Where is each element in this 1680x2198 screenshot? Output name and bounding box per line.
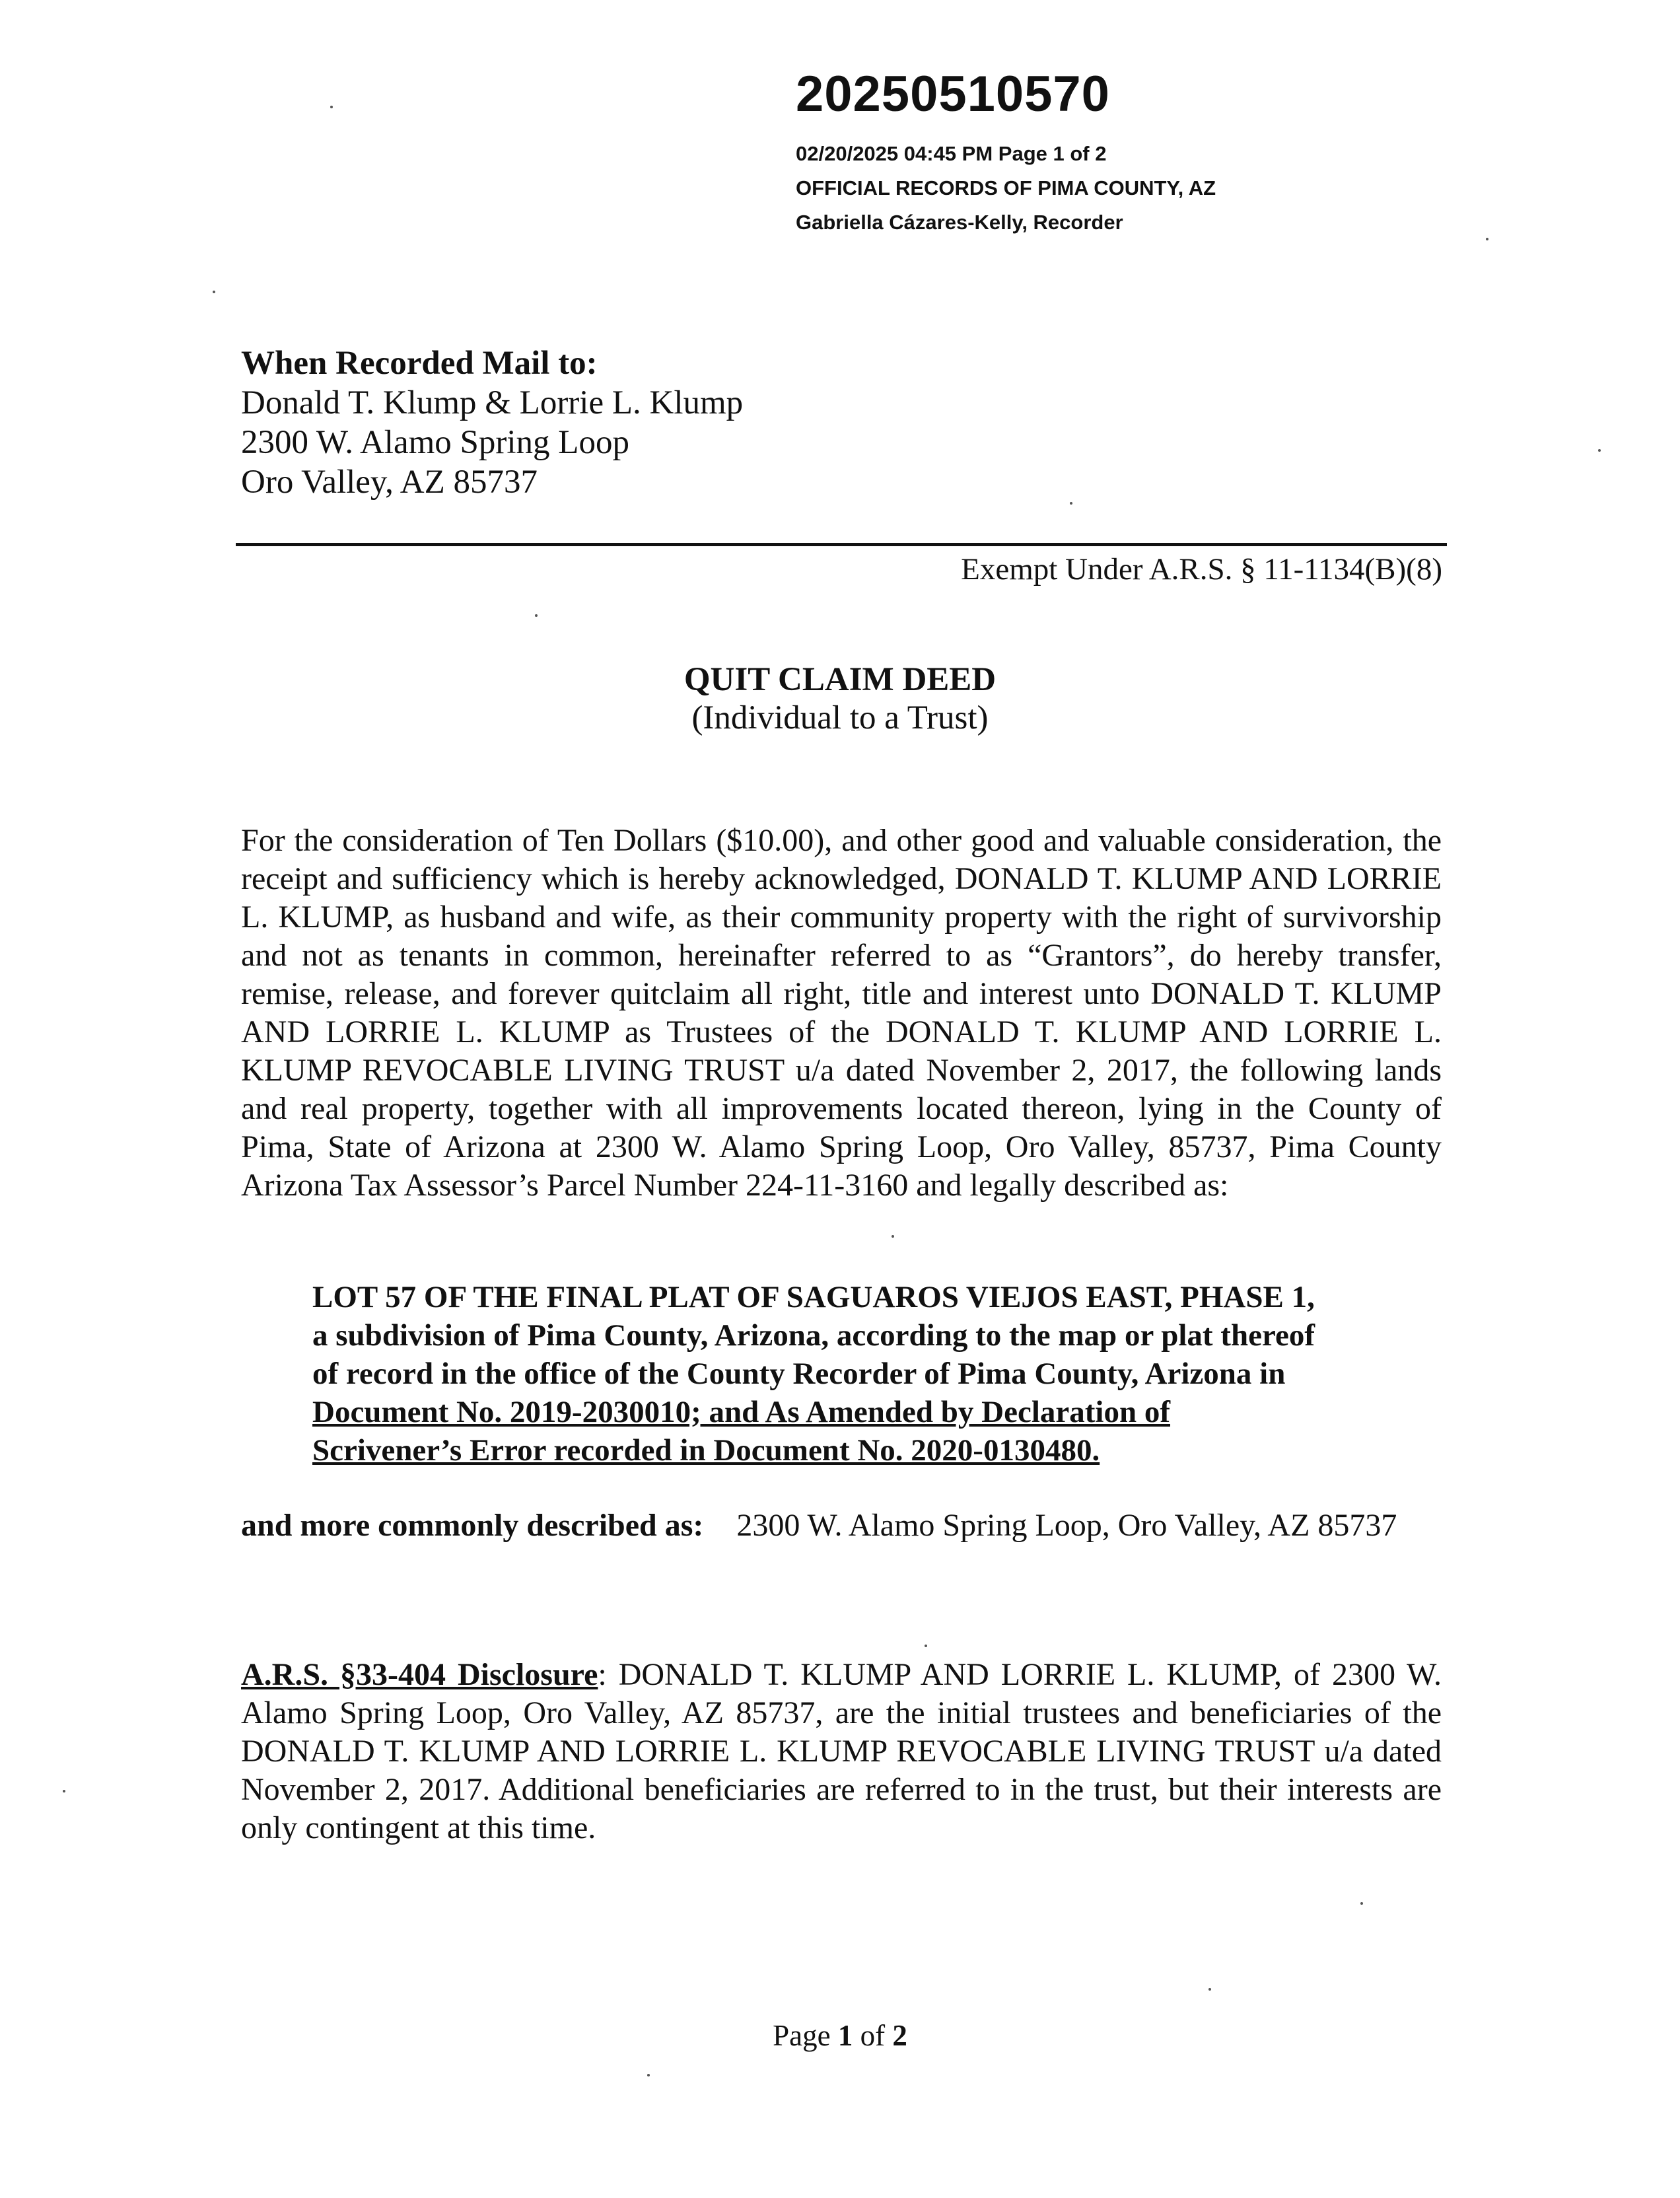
scan-speck <box>63 1790 65 1792</box>
footer-page-number: 1 <box>837 2019 853 2052</box>
legal-line: of record in the office of the County Recorder of Pima County, Arizona in <box>312 1357 1286 1391</box>
mail-to-name: Donald T. Klump & Lorrie L. Klump <box>241 384 744 421</box>
footer-of: of <box>853 2019 893 2052</box>
mail-to-block <box>241 343 743 502</box>
scan-speck <box>535 614 538 617</box>
legal-line: LOT 57 OF THE FINAL PLAT OF SAGUAROS VIEJOS EAST, PHASE 1, <box>312 1280 1315 1314</box>
legal-description <box>312 1278 1442 1470</box>
common-description-address: 2300 W. Alamo Spring Loop, Oro Valley, AZ 85737 <box>736 1508 1397 1543</box>
legal-line: a subdivision of Pima County, Arizona, according to the map or plat thereof <box>312 1318 1315 1353</box>
deed-title: QUIT CLAIM DEED <box>683 661 997 698</box>
legal-line: Scrivener’s Error recorded in Document No. 2020-0130480. <box>312 1433 1100 1468</box>
exemption-note: Exempt Under A.R.S. § 11-1134(B)(8) <box>961 552 1442 586</box>
scan-speck <box>1598 449 1601 452</box>
scan-speck <box>925 1645 927 1647</box>
scan-speck <box>647 2074 650 2076</box>
recording-datetime: 02/20/2025 04:45 PM Page 1 of 2 <box>796 142 1107 165</box>
recording-stamp <box>796 66 1216 240</box>
scan-speck <box>1208 1988 1211 1991</box>
scan-speck <box>330 106 333 108</box>
disclosure-colon: : <box>598 1657 607 1692</box>
scan-speck <box>213 291 215 293</box>
common-description-label: and more commonly described as: <box>241 1508 704 1543</box>
scan-speck <box>1070 502 1072 505</box>
footer-page-total: 2 <box>892 2019 907 2052</box>
deed-subtitle: (Individual to a Trust) <box>691 699 989 736</box>
horizontal-rule <box>236 543 1447 546</box>
mail-to-street: 2300 W. Alamo Spring Loop <box>241 424 629 461</box>
page-footer <box>0 2016 1680 2055</box>
footer-prefix: Page <box>773 2019 838 2052</box>
common-description <box>241 1506 1397 1545</box>
deed-title-block <box>0 660 1680 737</box>
legal-line: Document No. 2019-2030010; and As Amended by Declaration of <box>312 1395 1171 1429</box>
recorder-name: Gabriella Cázares-Kelly, Recorder <box>796 211 1123 234</box>
scan-speck <box>892 1235 894 1238</box>
recording-office: OFFICIAL RECORDS OF PIMA COUNTY, AZ <box>796 176 1216 199</box>
mail-to-heading: When Recorded Mail to: <box>241 345 598 382</box>
disclosure-paragraph <box>241 1656 1442 1847</box>
scan-speck <box>1486 238 1488 240</box>
scan-speck <box>1360 1902 1363 1905</box>
disclosure-text: DONALD T. KLUMP AND LORRIE L. KLUMP, of 2300 W. Alamo Spring Loop, Oro Valley, AZ 85737, are the initial trustees and beneficiaries of the DONALD T. KLUMP AND LORRIE L. KLUMP REVOCABLE LIVING TRUST u/a dated November 2, 2017. Additional beneficiaries are referred to in the trust, but their interests are only contingent at this time. <box>241 1657 1442 1845</box>
disclosure-label: A.R.S. §33-404 Disclosure <box>241 1657 598 1692</box>
document-number: 20250510570 <box>796 66 1110 122</box>
mail-to-city: Oro Valley, AZ 85737 <box>241 464 538 501</box>
consideration-paragraph: For the consideration of Ten Dollars ($10.00), and other good and valuable consideration, the receipt and sufficiency which is hereby acknowledged, DONALD T. KLUMP AND LORRIE L. KLUMP, as husband and wife, as their community property with the right of survivorship and not as tenants in common, hereinafter referred to as “Grantors”, do hereby transfer, remise, release, and forever quitclaim all right, title and interest unto DONALD T. KLUMP AND LORRIE L. KLUMP as Trustees of the DONALD T. KLUMP AND LORRIE L. KLUMP REVOCABLE LIVING TRUST u/a dated November 2, 2017, the following lands and real property, together with all improvements located thereon, lying in the County of Pima, State of Arizona at 2300 W. Alamo Spring Loop, Oro Valley, 85737, Pima County Arizona Tax Assessor’s Parcel Number 224-11-3160 and legally described as: <box>241 823 1442 1203</box>
